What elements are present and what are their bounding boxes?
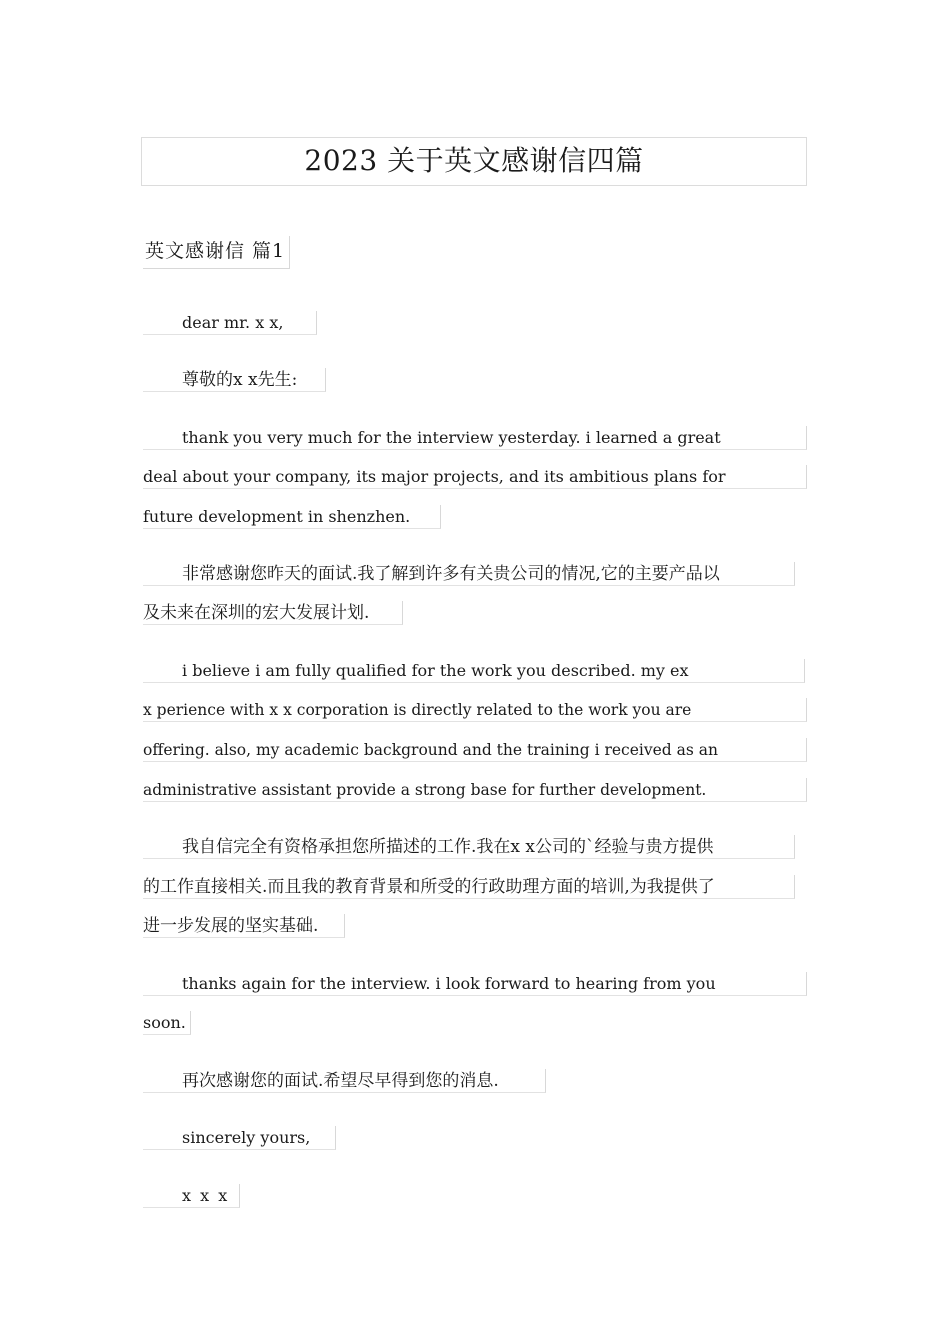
salutation-en: dear mr. x x, [143, 311, 317, 335]
paragraph-2-en-line-2: x perience with x x corporation is directly related to the work you are [143, 698, 807, 722]
paragraph-2-cn-line-1: 我自信完全有资格承担您所描述的工作.我在x x公司的`经验与贵方提供 [143, 835, 795, 859]
paragraph-2-en-line-4: administrative assistant provide a strong base for further development. [143, 778, 807, 802]
paragraph-1-cn-line-1: 非常感谢您昨天的面试.我了解到许多有关贵公司的情况,它的主要产品以 [143, 562, 795, 586]
salutation-cn: 尊敬的x x先生: [143, 368, 326, 392]
paragraph-3-en-line-1: thanks again for the interview. i look forward to hearing from you [143, 972, 807, 996]
section-heading: 英文感谢信 篇1 [143, 236, 290, 269]
paragraph-2-en-line-3: offering. also, my academic background and the training i received as an [143, 738, 807, 762]
paragraph-1-en-line-1: thank you very much for the interview yesterday. i learned a great [143, 426, 807, 450]
paragraph-2-cn-line-2: 的工作直接相关.而且我的教育背景和所受的行政助理方面的培训,为我提供了 [143, 875, 795, 899]
closing: sincerely yours, [143, 1126, 336, 1150]
paragraph-1-cn-line-2: 及未来在深圳的宏大发展计划. [143, 601, 403, 625]
signature: x x x [143, 1184, 240, 1208]
paragraph-2-en-line-1: i believe i am fully qualified for the work you described. my ex [143, 659, 805, 683]
paragraph-1-en-line-2: deal about your company, its major projects, and its ambitious plans for [143, 465, 807, 489]
paragraph-2-cn-line-3: 进一步发展的坚实基础. [143, 914, 345, 938]
paragraph-3-cn: 再次感谢您的面试.希望尽早得到您的消息. [143, 1069, 546, 1093]
page-title: 2023 关于英文感谢信四篇 [141, 137, 807, 186]
paragraph-1-en-line-3: future development in shenzhen. [143, 505, 441, 529]
paragraph-3-en-line-2: soon. [143, 1011, 191, 1035]
